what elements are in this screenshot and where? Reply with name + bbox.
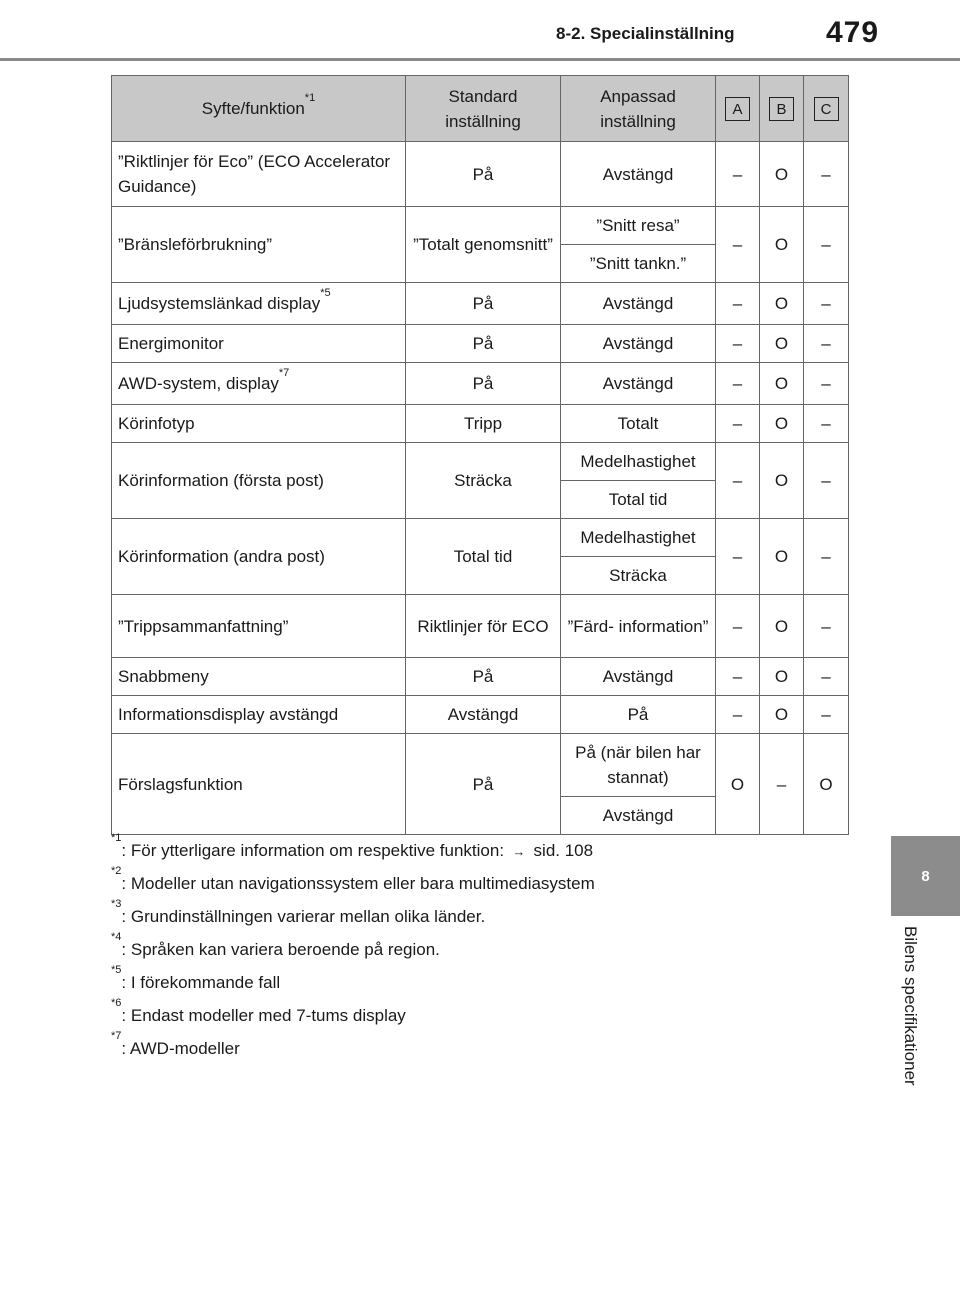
table-row [112, 405, 849, 443]
table-row [112, 325, 849, 363]
cell-custom: ”Snitt tankn.” [561, 245, 716, 283]
table-row [112, 443, 849, 481]
footnote: $^{*5}$: I förekommande fall [111, 964, 281, 992]
cell-a: – [716, 363, 760, 405]
cell-a: – [716, 283, 760, 325]
cell-custom: Totalt [561, 405, 716, 443]
reference-arrow-icon: → [512, 844, 526, 859]
footnote: $^{*1}$: För ytterligare information om respektive funktion: → sid. 108 [111, 836, 871, 869]
header-col-a [716, 76, 760, 142]
footnote-mark: *7 [111, 1030, 122, 1042]
cell-c: – [804, 325, 849, 363]
cell-default: På [406, 658, 561, 696]
cell-custom: Medelhastighet [561, 443, 716, 481]
footnote-mark: *1 [304, 92, 316, 104]
footnote-mark: *6 [111, 997, 122, 1009]
cell-custom: Avstängd [561, 325, 716, 363]
table-header-row [112, 76, 849, 142]
section-title: 8-2. Specialinställning [556, 24, 735, 43]
cell-default: Sträcka [406, 443, 561, 519]
cell-custom: ”Färd- information” [561, 595, 716, 658]
cell-b: O [760, 283, 804, 325]
cell-c: O [804, 734, 849, 835]
cell-c: – [804, 405, 849, 443]
cell-function: Körinformation (andra post) [112, 519, 406, 595]
cell-custom: Avstängd [561, 658, 716, 696]
cell-function: Informationsdisplay avstängd [112, 696, 406, 734]
col-a-symbol: A [725, 97, 750, 121]
chapter-number: 8 [921, 867, 930, 885]
table-row [112, 207, 849, 245]
cell-function: AWD-system, display$^{*7}$ [112, 363, 406, 405]
cell-custom: Avstängd [561, 142, 716, 207]
footnote-mark: *4 [111, 931, 122, 943]
footnotes [111, 832, 871, 1067]
cell-custom: På (när bilen har stannat) [561, 734, 716, 797]
cell-a: – [716, 443, 760, 519]
footnote: $^{*2}$: Modeller utan navigationssystem eller bara multimediasystem [111, 865, 595, 893]
col-b-symbol: B [769, 97, 794, 121]
cell-custom: Sträcka [561, 557, 716, 595]
cell-c: – [804, 207, 849, 283]
cell-default: Avstängd [406, 696, 561, 734]
cell-a: – [716, 142, 760, 207]
table-row [112, 734, 849, 797]
chapter-tab [891, 836, 960, 916]
cell-b: O [760, 696, 804, 734]
cell-default: ”Totalt genomsnitt” [406, 207, 561, 283]
table-row [112, 519, 849, 557]
cell-b: O [760, 658, 804, 696]
cell-function: ”Bränsleförbrukning” [112, 207, 406, 283]
table-row [112, 658, 849, 696]
cell-b: O [760, 325, 804, 363]
footnote: $^{*7}$: AWD-modeller [111, 1030, 240, 1058]
cell-custom: Medelhastighet [561, 519, 716, 557]
cell-b: O [760, 595, 804, 658]
table-row [112, 363, 849, 405]
cell-default: På [406, 363, 561, 405]
cell-default: Total tid [406, 519, 561, 595]
table-row [112, 595, 849, 658]
footnote: $^{*4}$: Språken kan variera beroende på region. [111, 931, 440, 959]
cell-custom: På [561, 696, 716, 734]
cell-function: Körinfotyp [112, 405, 406, 443]
col-c-symbol: C [814, 97, 839, 121]
cell-a: – [716, 405, 760, 443]
cell-function: ”Riktlinjer för Eco” (ECO Accelerator Guidance) [112, 142, 406, 207]
table-row [112, 283, 849, 325]
cell-b: O [760, 142, 804, 207]
cell-default: På [406, 734, 561, 835]
cell-a: – [716, 595, 760, 658]
cell-b: O [760, 405, 804, 443]
footnote-mark: *5 [111, 964, 122, 976]
cell-a: – [716, 325, 760, 363]
cell-b: O [760, 363, 804, 405]
footnote: $^{*6}$: Endast modeller med 7-tums display [111, 997, 406, 1025]
cell-b: O [760, 443, 804, 519]
cell-c: – [804, 696, 849, 734]
cell-custom: Total tid [561, 481, 716, 519]
cell-c: – [804, 519, 849, 595]
cell-default: På [406, 283, 561, 325]
footnote-mark: *2 [111, 865, 122, 877]
cell-c: – [804, 658, 849, 696]
cell-a: – [716, 519, 760, 595]
cell-function: Snabbmeny [112, 658, 406, 696]
cell-function: ”Trippsammanfattning” [112, 595, 406, 658]
cell-custom: Avstängd [561, 363, 716, 405]
cell-a: – [716, 207, 760, 283]
chapter-title: Bilens specifikationer [901, 926, 920, 1086]
header-col-c [804, 76, 849, 142]
cell-custom: Avstängd [561, 283, 716, 325]
cell-c: – [804, 283, 849, 325]
cell-function: Förslagsfunktion [112, 734, 406, 835]
footnote-mark: *3 [111, 898, 122, 910]
cell-c: – [804, 142, 849, 207]
footnote-mark: *5 [320, 287, 331, 299]
page-reference-link[interactable]: sid. 108 [533, 841, 594, 860]
cell-a: O [716, 734, 760, 835]
cell-b: O [760, 207, 804, 283]
cell-default: På [406, 325, 561, 363]
cell-c: – [804, 595, 849, 658]
cell-function: Energimonitor [112, 325, 406, 363]
cell-a: – [716, 696, 760, 734]
cell-custom: ”Snitt resa” [561, 207, 716, 245]
footnote: $^{*3}$: Grundinställningen varierar mellan olika länder. [111, 898, 486, 926]
table-row [112, 142, 849, 207]
cell-default: Tripp [406, 405, 561, 443]
settings-table [111, 75, 849, 835]
cell-default: På [406, 142, 561, 207]
cell-function: Ljudsystemslänkad display$^{*5}$ [112, 283, 406, 325]
footnote-mark: *1 [111, 832, 122, 844]
header-col-b [760, 76, 804, 142]
footnote-mark: *7 [278, 367, 290, 379]
cell-c: – [804, 443, 849, 519]
page-number: 479 [826, 16, 880, 49]
cell-b: – [760, 734, 804, 835]
cell-custom: Avstängd [561, 797, 716, 835]
cell-a: – [716, 658, 760, 696]
cell-c: – [804, 363, 849, 405]
table-row [112, 696, 849, 734]
header-custom: Anpassad inställning [561, 76, 716, 142]
cell-default: Riktlinjer för ECO [406, 595, 561, 658]
header-rule [0, 58, 960, 61]
header-default: Standard inställning [406, 76, 561, 142]
header-function: Syfte/funktion$^{*1}$ [112, 76, 406, 142]
cell-function: Körinformation (första post) [112, 443, 406, 519]
cell-b: O [760, 519, 804, 595]
page-header [0, 0, 960, 62]
